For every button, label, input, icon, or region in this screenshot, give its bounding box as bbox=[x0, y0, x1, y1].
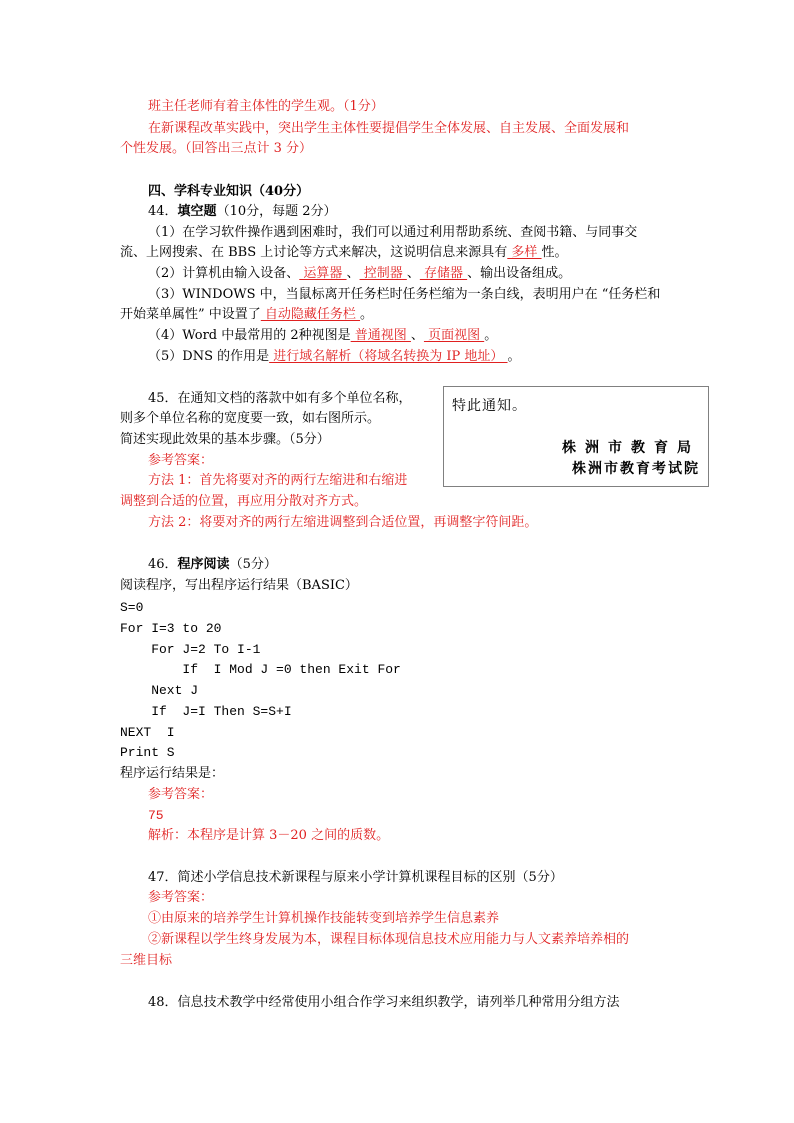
code-line-3: For J=2 To I-1 bbox=[120, 642, 261, 657]
q44-s4-answer-2: 页面视图 bbox=[423, 328, 485, 343]
prev-answer-line-2: 在新课程改革实践中，突出学生主体性要提倡学生全体发展、自主发展、全面发展和 bbox=[148, 121, 630, 136]
q46-intro: 阅读程序，写出程序运行结果（BASIC） bbox=[120, 578, 358, 593]
q46-number: 46． bbox=[148, 557, 178, 572]
q44-s4-answer-1: 普通视图 bbox=[350, 328, 411, 343]
q44-s1-suffix: 性。 bbox=[541, 245, 568, 260]
q48-question: 48．信息技术教学中经常使用小组合作学习来组织教学，请列举几种常用分组方法 bbox=[148, 995, 620, 1010]
code-line-6: If J=I Then S=S+I bbox=[120, 704, 292, 719]
code-line-5: Next J bbox=[120, 683, 199, 698]
q45-line-1: 45．在通知文档的落款中如有多个单位名称， bbox=[148, 391, 412, 406]
q44-s4-suffix: 。 bbox=[484, 328, 498, 343]
q44-title: 填空题 bbox=[177, 204, 217, 219]
q45-ref-label: 参考答案： bbox=[148, 453, 214, 468]
q45-line-2: 则多个单位名称的宽度要一致，如右图所示。 bbox=[120, 411, 381, 426]
q44-s3-suffix: 。 bbox=[360, 307, 374, 322]
q44-s5-line bbox=[148, 347, 521, 367]
q47-question: 47．简述小学信息技术新课程与原来小学计算机课程目标的区别（5分） bbox=[148, 870, 563, 885]
q45-line-3: 简述实现此效果的基本步骤。（5分） bbox=[120, 432, 330, 447]
q44-s4-line bbox=[148, 326, 497, 346]
q44-s5-prefix: （5）DNS 的作用是 bbox=[148, 349, 270, 364]
q44-s3-line-a: （3）WINDOWS 中，当鼠标离开任务栏时任务栏缩为一条白线，表明用户在 “任务栏和 bbox=[148, 287, 661, 302]
q46-title: 程序阅读 bbox=[177, 557, 230, 572]
notice-text: 特此通知。 bbox=[452, 398, 527, 414]
q47-answer-1: ①由原来的培养学生计算机操作技能转变到培养学生信息素养 bbox=[148, 911, 500, 926]
q44-s5-answer: 进行域名解析（将域名转换为 IP 地址） bbox=[269, 349, 508, 364]
q44-s2-answer-3: 存储器 bbox=[419, 266, 468, 281]
prev-answer-line-3: 个性发展。（回答出三点计 3 分） bbox=[120, 141, 313, 156]
q44-s5-suffix: 。 bbox=[507, 349, 521, 364]
notice-example-box bbox=[443, 386, 709, 487]
q44-s3-line-b bbox=[120, 305, 373, 325]
q46-score: （5分） bbox=[229, 557, 277, 572]
q47-answer-2-line-b: 三维目标 bbox=[120, 953, 173, 968]
q44-s4-sep: 、 bbox=[410, 328, 424, 343]
q46-ref-label: 参考答案： bbox=[148, 787, 214, 802]
section-title: 四、学科专业知识（40分） bbox=[148, 184, 310, 199]
q44-s4-prefix: （4）Word 中最常用的 2种视图是 bbox=[148, 328, 351, 343]
q45-method-1-line-a: 方法 1：首先将要对齐的两行左缩进和右缩进 bbox=[148, 473, 408, 488]
q44-s1-line-a: （1）在学习软件操作遇到困难时，我们可以通过利用帮助系统、查阅书籍、与同事交 bbox=[148, 225, 638, 240]
code-line-2: For I=3 to 20 bbox=[120, 621, 222, 636]
q44-s2-suffix: 、输出设备组成。 bbox=[467, 266, 572, 281]
q44-s2-answer-2: 控制器 bbox=[359, 266, 407, 281]
q44-s2-line bbox=[148, 264, 571, 284]
notice-org-2: 株洲市教育考试院 bbox=[572, 461, 700, 477]
code-line-8: Print S bbox=[120, 745, 175, 760]
code-line-4: If I Mod J =0 then Exit For bbox=[120, 662, 401, 677]
q44-s1-line-b bbox=[120, 243, 568, 263]
code-line-1: S=0 bbox=[120, 600, 144, 615]
q44-s2-answer-1: 运算器 bbox=[299, 266, 347, 281]
q44-s2-prefix: （2）计算机由输入设备、 bbox=[148, 266, 300, 281]
q44-number: 44． bbox=[148, 204, 178, 219]
q44-s3-prefix: 开始菜单属性” 中设置了 bbox=[120, 307, 261, 322]
q44-heading bbox=[148, 202, 337, 222]
q46-heading bbox=[148, 555, 277, 575]
prev-answer-line-1: 班主任老师有着主体性的学生观。（1分） bbox=[148, 99, 384, 114]
q47-answer-2-line-a: ②新课程以学生终身发展为本，课程目标体现信息技术应用能力与人文素养培养相的 bbox=[148, 932, 630, 947]
notice-org-1: 株洲市教育局 bbox=[562, 440, 700, 456]
q47-ref-label: 参考答案： bbox=[148, 890, 214, 905]
q44-s1-prefix: 流、上网搜索、在 BBS 上讨论等方式来解决，这说明信息来源具有 bbox=[120, 245, 508, 260]
q44-s2-sep-1: 、 bbox=[346, 266, 360, 281]
q45-method-2: 方法 2：将要对齐的两行左缩进调整到合适位置，再调整字符间距。 bbox=[148, 515, 538, 530]
q46-explanation: 解析：本程序是计算 3－20 之间的质数。 bbox=[148, 828, 390, 843]
q44-s3-answer: 自动隐藏任务栏 bbox=[260, 307, 361, 322]
q46-answer: 75 bbox=[148, 808, 164, 823]
q44-s2-sep-2: 、 bbox=[406, 266, 420, 281]
q45-method-1-line-b: 调整到合适的位置，再应用分散对齐方式。 bbox=[120, 494, 368, 509]
q44-score: （10分，每题 2分） bbox=[216, 204, 337, 219]
q46-result-label: 程序运行结果是： bbox=[120, 766, 225, 781]
q44-s1-answer: 多样 bbox=[507, 245, 542, 260]
code-line-7: NEXT I bbox=[120, 725, 175, 740]
